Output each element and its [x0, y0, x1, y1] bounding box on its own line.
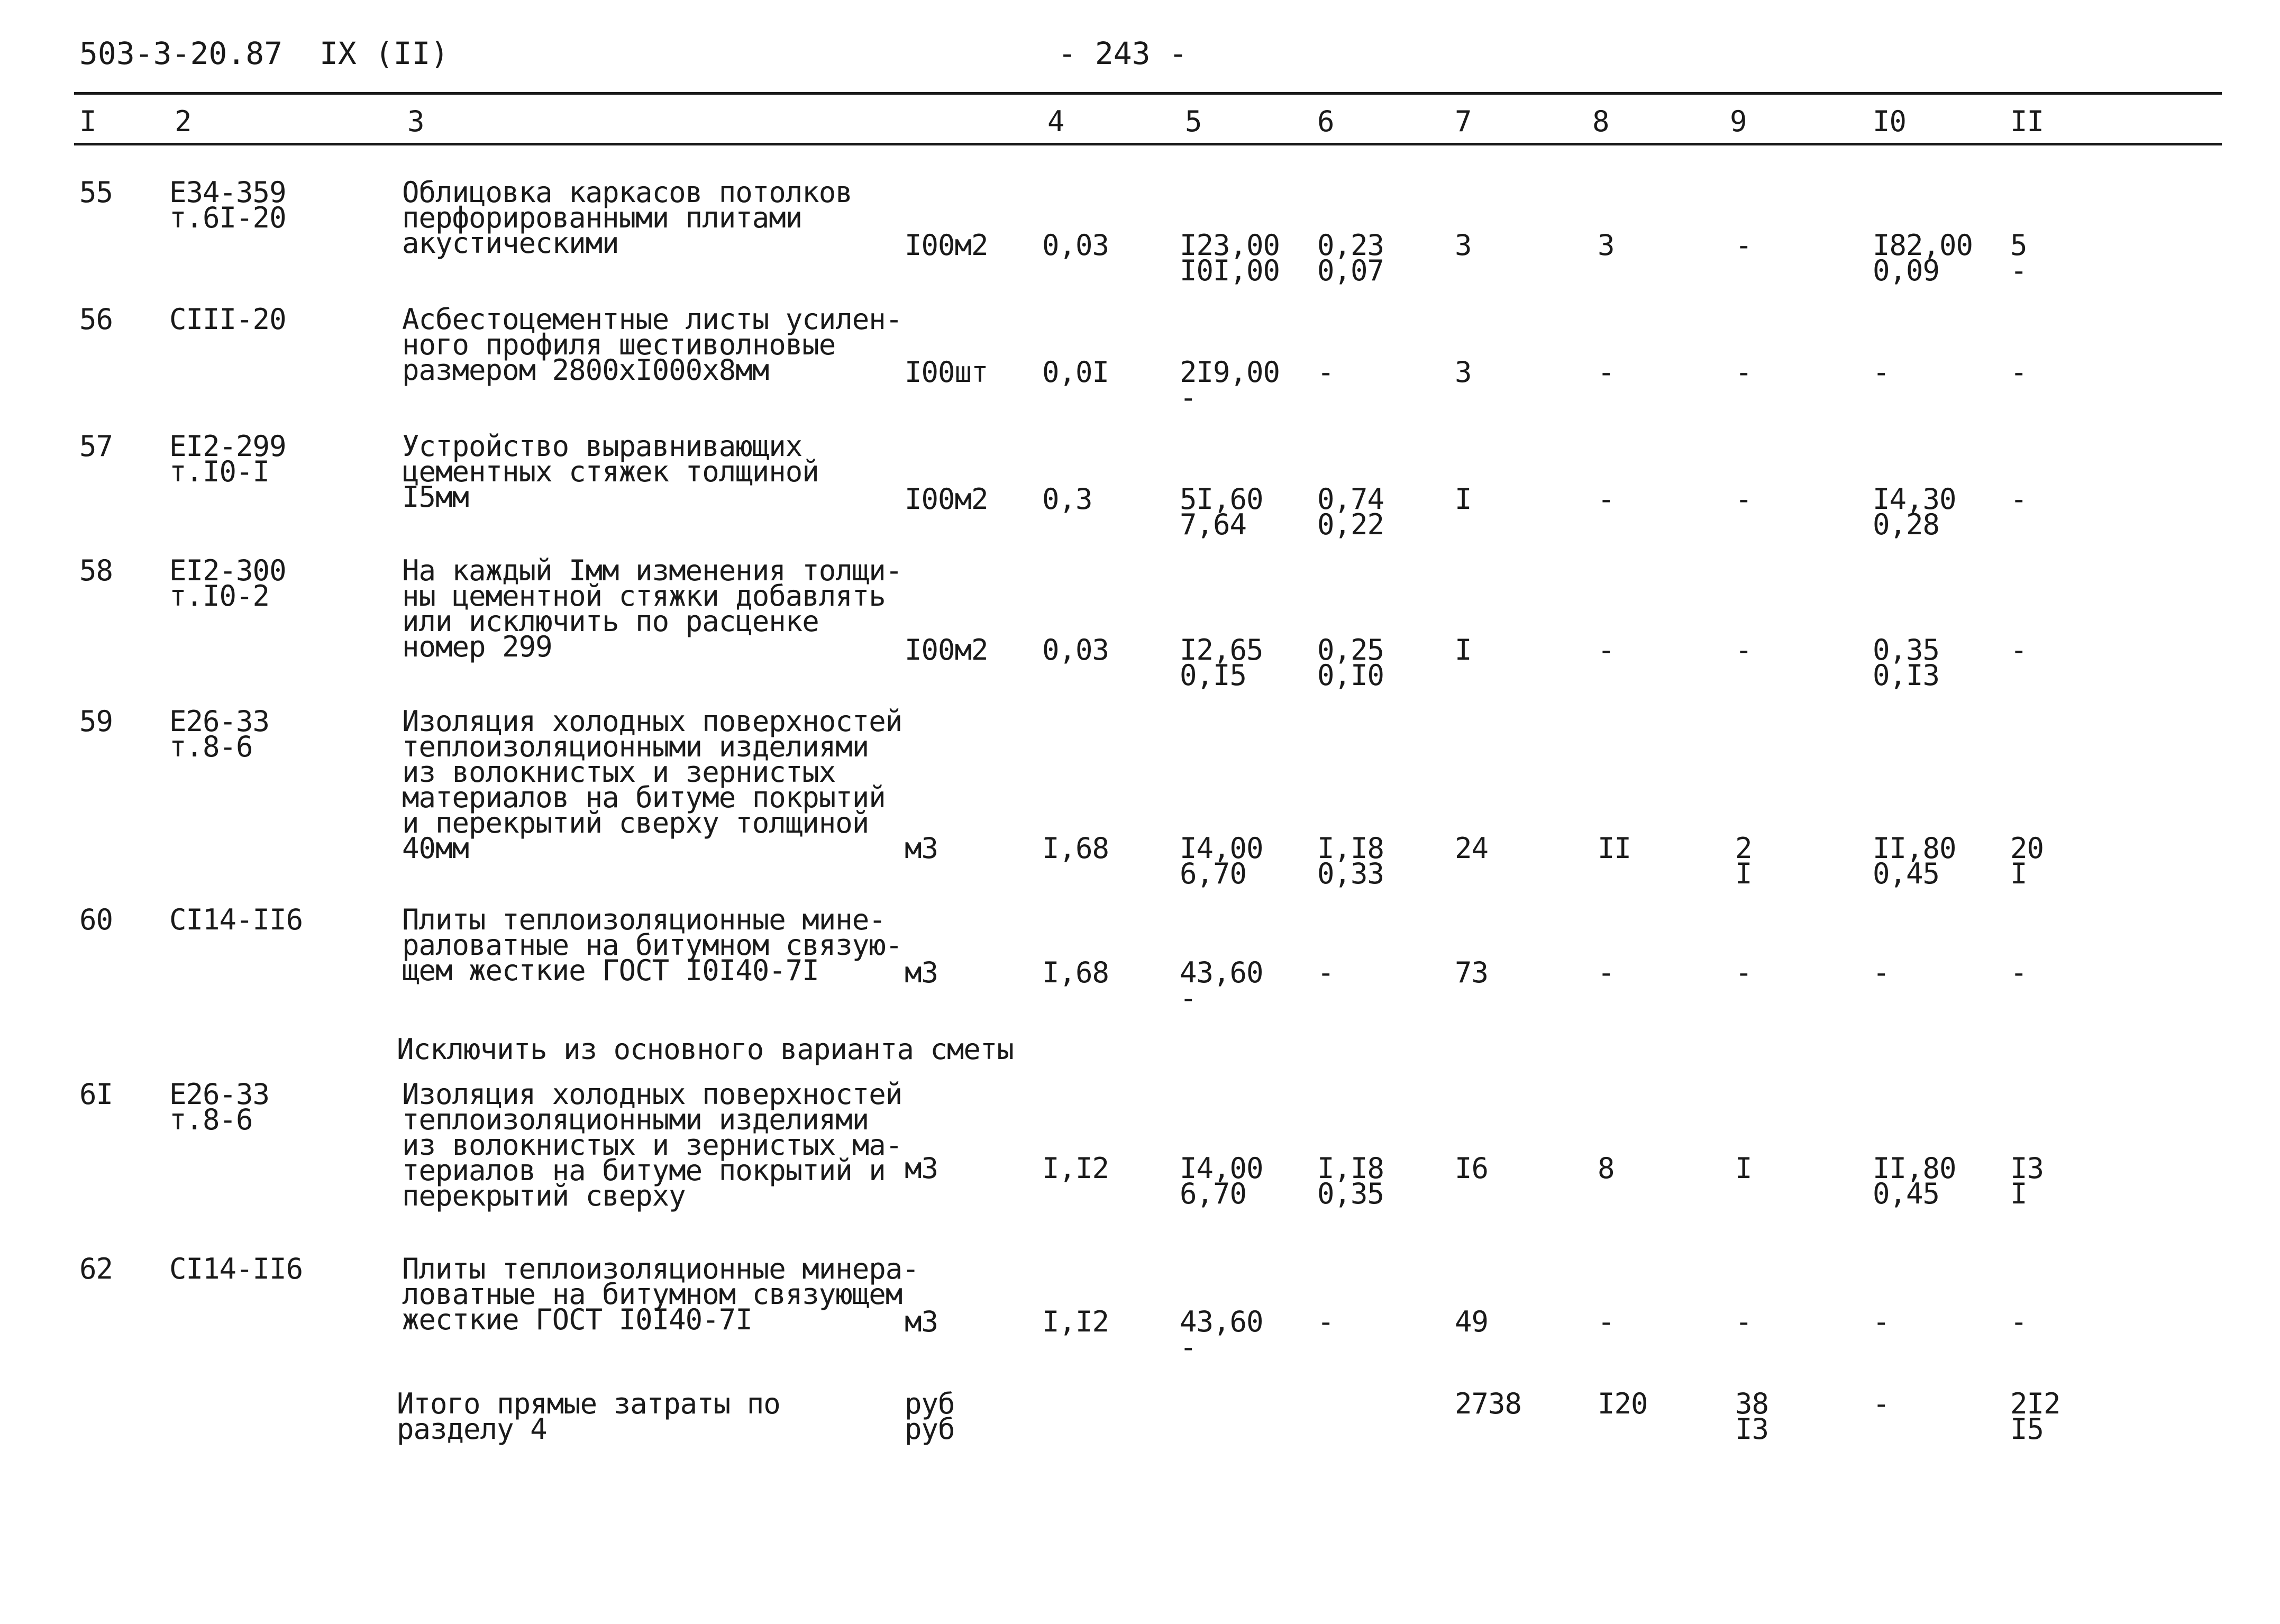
- col10: I4,30 0,28: [1873, 482, 1956, 541]
- col7: 49: [1455, 1305, 1489, 1338]
- col8: -: [1598, 482, 1615, 516]
- column-header-3: 3: [407, 105, 424, 138]
- norm-code: СIII-20: [169, 303, 286, 336]
- column-header-4: 4: [1047, 105, 1064, 138]
- quantity: 0,0I: [1042, 355, 1109, 389]
- unit: м3: [905, 956, 938, 989]
- total-col9: 38 I3: [1735, 1387, 1769, 1446]
- col11: -: [2010, 633, 2027, 667]
- row-number: 59: [79, 705, 113, 738]
- column-header-7: 7: [1455, 105, 1472, 138]
- column-header-6: 6: [1317, 105, 1334, 138]
- col11: -: [2010, 355, 2027, 389]
- work-description: Облицовка каркасов потолков перфорированными плитами акустическими: [402, 176, 852, 260]
- col9: I: [1735, 1152, 1752, 1185]
- col7: 24: [1455, 832, 1489, 865]
- header-rule: [74, 143, 2222, 145]
- total-unit: руб руб: [905, 1387, 955, 1446]
- norm-code: Е34-359 т.6I-20: [169, 176, 286, 234]
- total-col11: 2I2 I5: [2010, 1387, 2060, 1446]
- norm-code: ЕI2-299 т.I0-I: [169, 430, 286, 488]
- col10: II,80 0,45: [1873, 832, 1956, 890]
- work-description: Плиты теплоизоляционные минера- ловатные на битумном связующем жесткие ГОСТ I0I40-7I: [402, 1252, 919, 1336]
- col10: -: [1873, 1305, 1890, 1338]
- unit-price: 5I,60 7,64: [1180, 482, 1263, 541]
- quantity: 0,03: [1042, 633, 1109, 667]
- column-header-1: I: [79, 105, 96, 138]
- col8: -: [1598, 355, 1615, 389]
- col8: -: [1598, 633, 1615, 667]
- unit-price: I2,65 0,I5: [1180, 633, 1263, 692]
- total-col7: 2738: [1455, 1387, 1522, 1420]
- col6: -: [1317, 1305, 1334, 1338]
- quantity: I,68: [1042, 956, 1109, 989]
- col6: 0,74 0,22: [1317, 482, 1384, 541]
- col11: 20 I: [2010, 832, 2044, 890]
- quantity: 0,03: [1042, 229, 1109, 262]
- norm-code: Е26-33 т.8-6: [169, 705, 270, 763]
- col6: 0,25 0,I0: [1317, 633, 1384, 692]
- work-description: Устройство выравнивающих цементных стяжек толщиной I5мм: [402, 430, 819, 514]
- row-number: 60: [79, 903, 113, 936]
- col10: 0,35 0,I3: [1873, 633, 1940, 692]
- row-number: 62: [79, 1252, 113, 1285]
- col11: -: [2010, 956, 2027, 989]
- col9: -: [1735, 1305, 1752, 1338]
- page-number: - 243 -: [1058, 35, 1188, 71]
- unit-price: 2I9,00 -: [1180, 355, 1280, 414]
- column-header-10: I0: [1873, 105, 1907, 138]
- unit: м3: [905, 1305, 938, 1338]
- col7: 73: [1455, 956, 1489, 989]
- col9: -: [1735, 355, 1752, 389]
- norm-code: ЕI2-300 т.I0-2: [169, 554, 286, 613]
- col9: -: [1735, 633, 1752, 667]
- norm-code: Е26-33 т.8-6: [169, 1078, 270, 1136]
- quantity: I,68: [1042, 832, 1109, 865]
- work-description: Асбестоцементные листы усилен- ного профиля шестиволновые размером 2800хI000х8мм: [402, 303, 902, 387]
- unit-price: I4,00 6,70: [1180, 1152, 1263, 1210]
- col6: 0,23 0,07: [1317, 229, 1384, 287]
- row-number: 58: [79, 554, 113, 587]
- col11: -: [2010, 1305, 2027, 1338]
- col11: -: [2010, 482, 2027, 516]
- col10: II,80 0,45: [1873, 1152, 1956, 1210]
- unit-price: 43,60 -: [1180, 956, 1263, 1015]
- unit-price: I4,00 6,70: [1180, 832, 1263, 890]
- col7: 3: [1455, 355, 1472, 389]
- col8: 8: [1598, 1152, 1615, 1185]
- col11: 5 -: [2010, 229, 2027, 287]
- work-description: На каждый Iмм изменения толщи- ны цементной стяжки добавлять или исключить по расценке номер 299: [402, 554, 902, 663]
- work-description: Изоляция холодных поверхностей теплоизоляционными изделиями из волокнистых и зернистых ма- териалов на битуме покрытий и перекрытий сверху: [402, 1078, 902, 1212]
- col6: I,I8 0,35: [1317, 1152, 1384, 1210]
- row-number: 55: [79, 176, 113, 209]
- column-header-8: 8: [1592, 105, 1609, 138]
- row-number: 6I: [79, 1078, 113, 1111]
- row-number: 57: [79, 430, 113, 463]
- col10: -: [1873, 956, 1890, 989]
- quantity: I,I2: [1042, 1152, 1109, 1185]
- work-description: Плиты теплоизоляционные мине- раловатные на битумном связую- щем жесткие ГОСТ I0I40-7I: [402, 903, 902, 987]
- unit: I00м2: [905, 482, 988, 516]
- col8: -: [1598, 1305, 1615, 1338]
- top-rule: [74, 92, 2222, 95]
- norm-code: СI14-II6: [169, 903, 303, 936]
- col6: -: [1317, 355, 1334, 389]
- col8: 3: [1598, 229, 1615, 262]
- total-description: Итого прямые затраты по разделу 4: [397, 1387, 780, 1446]
- unit-price: 43,60 -: [1180, 1305, 1263, 1364]
- unit: I00м2: [905, 633, 988, 667]
- row-number: 56: [79, 303, 113, 336]
- col8: II: [1598, 832, 1631, 865]
- column-header-9: 9: [1730, 105, 1747, 138]
- col9: -: [1735, 229, 1752, 262]
- total-col8: I20: [1598, 1387, 1648, 1420]
- unit: I00шт: [905, 355, 988, 389]
- quantity: I,I2: [1042, 1305, 1109, 1338]
- column-header-11: II: [2010, 105, 2044, 138]
- col7: I: [1455, 633, 1472, 667]
- document-code: 503-3-20.87 IX (II): [79, 35, 449, 71]
- column-header-2: 2: [175, 105, 191, 138]
- unit: м3: [905, 832, 938, 865]
- col7: I: [1455, 482, 1472, 516]
- col11: I3 I: [2010, 1152, 2044, 1210]
- col7: 3: [1455, 229, 1472, 262]
- col9: -: [1735, 956, 1752, 989]
- col9: 2 I: [1735, 832, 1752, 890]
- col10: -: [1873, 355, 1890, 389]
- unit-price: I23,00 I0I,00: [1180, 229, 1280, 287]
- unit: I00м2: [905, 229, 988, 262]
- unit: м3: [905, 1152, 938, 1185]
- exclude-note: Исключить из основного варианта сметы: [397, 1033, 1014, 1066]
- work-description: Изоляция холодных поверхностей теплоизоляционными изделиями из волокнистых и зернистых материалов на битуме покрытий и перекрытий сверху толщиной 40мм: [402, 705, 902, 865]
- col6: -: [1317, 956, 1334, 989]
- col10: I82,00 0,09: [1873, 229, 1973, 287]
- col9: -: [1735, 482, 1752, 516]
- col7: I6: [1455, 1152, 1489, 1185]
- norm-code: СI14-II6: [169, 1252, 303, 1285]
- quantity: 0,3: [1042, 482, 1092, 516]
- total-col10: -: [1873, 1387, 1890, 1420]
- column-header-5: 5: [1185, 105, 1202, 138]
- col8: -: [1598, 956, 1615, 989]
- col6: I,I8 0,33: [1317, 832, 1384, 890]
